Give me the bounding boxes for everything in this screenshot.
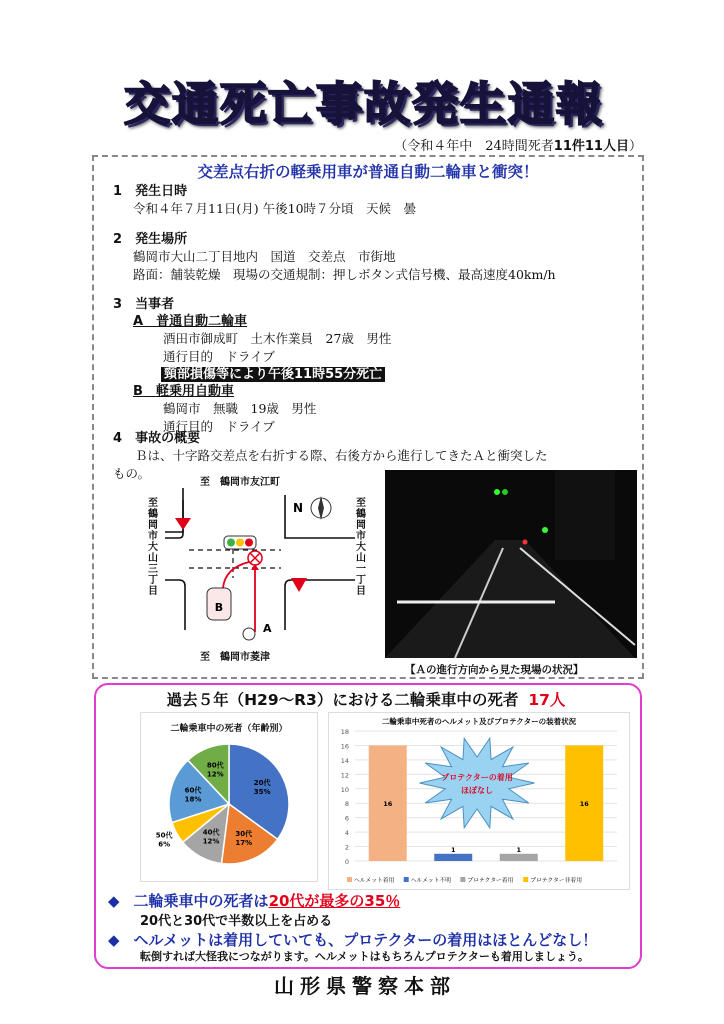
- callout-burst: [420, 738, 535, 828]
- direction-left: 至鶴岡市大山三丁目: [148, 498, 158, 597]
- page-title: 交通死亡事故発生通報: [124, 77, 604, 131]
- direction-bottom: 至 鶴岡市菱津: [200, 652, 270, 663]
- intersection-diagram: [135, 470, 375, 670]
- y-tick: 4: [344, 829, 349, 838]
- pie-pct: 17%: [235, 839, 253, 848]
- legend-swatch: [460, 877, 465, 882]
- legend-label: プロテクター非着用: [530, 878, 583, 884]
- legend-swatch: [404, 877, 409, 882]
- death-notice: 頸部損傷等により午後11時55分死亡: [161, 367, 385, 382]
- scene-photo: [385, 470, 637, 658]
- svg-text:N: N: [293, 501, 304, 515]
- legend-label: プロテクター着用: [467, 878, 514, 884]
- bar-value: 1: [450, 845, 456, 854]
- y-tick: 16: [340, 742, 349, 751]
- y-tick: 18: [340, 728, 349, 736]
- photo-caption: 【Ａの進行方向から見た現場の状況】: [405, 664, 584, 676]
- bar-ヘルメット不明: [434, 854, 472, 861]
- legend-label: ヘルメット不明: [410, 878, 452, 884]
- direction-right: 至鶴岡市大山一丁目: [356, 498, 366, 597]
- bar-value: 16: [579, 800, 589, 809]
- section-location: 2 発生場所 鶴岡市大山二丁目地内 国道 交差点 市街地 路面：舗装乾燥 現場の交通規制：押しボタン式信号機、最高速度40km/h: [113, 232, 556, 282]
- bullet-1: ◆ 二輪乗車中の死者は20代が最多の35％: [108, 892, 401, 910]
- svg-text:A: A: [263, 622, 272, 635]
- callout-text: プロテクターの着用: [441, 773, 513, 782]
- legend-swatch: [347, 877, 352, 882]
- y-tick: 8: [344, 800, 349, 809]
- bullet-1-sub: 20代と30代で半数以上を占める: [140, 914, 333, 929]
- section-datetime: 1 発生日時 令和４年７月11日(月) 午後10時７分頃 天候 曇: [113, 184, 417, 216]
- pie-label: 20代: [253, 779, 271, 788]
- y-tick: 6: [344, 814, 349, 823]
- pie-pct: 12%: [206, 770, 224, 779]
- section-parties: 3 当事者 A 普通自動二輪車 酒田市御成町 土木作業員 27歳 男性 通行目的 ドライブ 頸部損傷等により午後11時55分死亡 B 軽乗用自動車 鶴岡市 無職 19歳 男性 通行目的 ドライブ: [113, 297, 392, 434]
- pie-pct: 18%: [184, 795, 202, 804]
- statistics-title: 過去５年（H29～R3）における二輪乗車中の死者 17人: [166, 691, 566, 709]
- pie-label: 60代: [184, 786, 202, 795]
- y-tick: 12: [340, 771, 349, 780]
- legend-swatch: [523, 877, 528, 882]
- y-tick: 0: [344, 858, 349, 866]
- pie-label: 30代: [235, 830, 253, 839]
- y-tick: 10: [340, 785, 349, 794]
- pie-svg: [141, 734, 317, 878]
- issuer: 山形県警察本部: [274, 974, 456, 998]
- bullet-2: ◆ ヘルメットは着用していても、プロテクターの着用はほとんどなし！: [108, 931, 598, 949]
- bar-プロテクター着用: [500, 854, 538, 861]
- svg-text:B: B: [214, 601, 224, 614]
- bar-value: 1: [516, 845, 522, 854]
- y-tick: 2: [344, 843, 349, 852]
- callout-text: ほぼなし: [461, 786, 493, 795]
- direction-top: 至 鶴岡市友江町: [200, 477, 280, 488]
- y-tick: 14: [340, 756, 349, 765]
- motorbike-a-icon: [243, 628, 255, 640]
- bar-value: 16: [383, 800, 393, 809]
- bullet-2-sub: 転倒すれば大怪我につながります。ヘルメットはもちろんプロテクターも着用しましょう。: [140, 950, 589, 963]
- bar-svg: [329, 713, 629, 889]
- helmet-bar-chart: [328, 712, 630, 890]
- age-pie-chart: [140, 712, 318, 882]
- pie-label: 40代: [202, 828, 220, 837]
- fatality-count: （令和４年中 24時間死者11件11人目）: [394, 139, 642, 154]
- pie-pct: 6%: [158, 840, 171, 849]
- bar-title: 二輪乗車中死者のヘルメット及びプロテクターの装着状況: [381, 717, 577, 726]
- accident-headline: 交差点右折の軽乗用車が普通自動二輪車と衝突！: [197, 163, 539, 181]
- pie-title: 二輪乗車中の死者（年齢別）: [170, 724, 288, 734]
- pie-pct: 35%: [253, 788, 271, 797]
- pie-label: 80代: [206, 761, 224, 770]
- pie-pct: 12%: [202, 837, 220, 846]
- section-summary: 4 事故の概要 Ｂは、十字路交差点を右折する際、右後方から進行してきたＡと衝突した もの。: [113, 431, 548, 481]
- legend-label: ヘルメット着用: [354, 878, 395, 884]
- pie-label: 50代: [155, 831, 173, 840]
